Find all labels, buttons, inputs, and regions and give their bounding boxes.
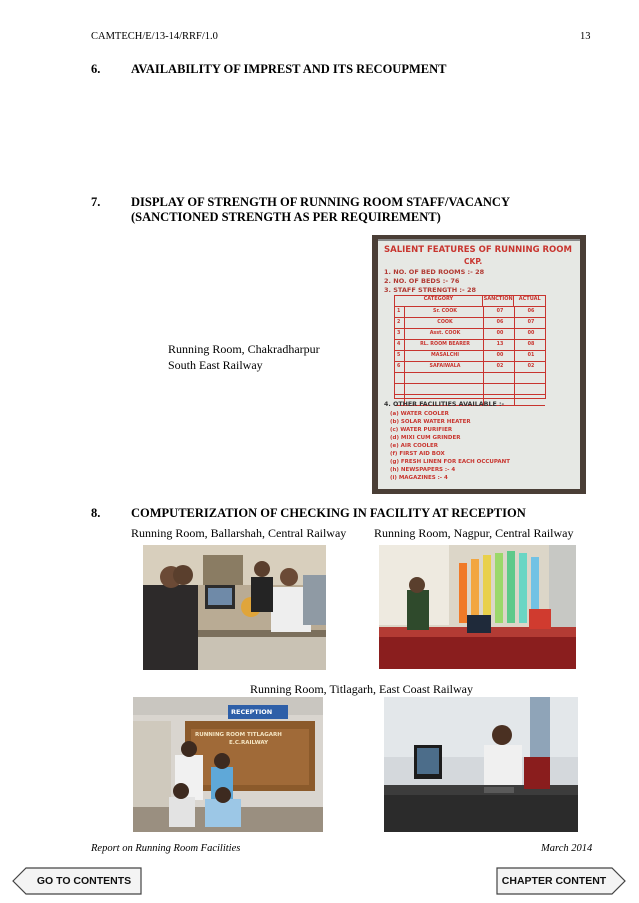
caption-chakradharpur-line2: South East Railway [168, 358, 263, 372]
board-other-facilities-title: 4. OTHER FACILITIES AVAILABLE :- [384, 401, 505, 408]
board-title: SALIENT FEATURES OF RUNNING ROOM [384, 245, 572, 255]
board-row-actual: 00 [514, 329, 545, 339]
board-row-category: SAFAIWALA [404, 362, 483, 372]
board-row-actual: 01 [514, 351, 545, 361]
section-8-title: COMPUTERIZATION OF CHECKING IN FACILITY AT RECEPTION [131, 506, 526, 520]
board-row-number: 2 [397, 320, 401, 325]
board-table-row [395, 340, 545, 351]
board-facility-item: (i) MAGAZINES :- 4 [390, 475, 448, 481]
titlagarh-board-line2: E.C.RAILWAY [229, 740, 269, 746]
caption-ballarshah: Running Room, Ballarshah, Central Railway [131, 526, 347, 540]
caption-titlagarh: Running Room, Titlagarh, East Coast Railway [250, 682, 474, 696]
titlagarh-computer-photo [384, 697, 578, 832]
board-row-number: 4 [397, 342, 401, 347]
board-row-category [404, 384, 483, 394]
ballarshah-reception-photo [143, 545, 326, 670]
board-table-row [395, 307, 545, 318]
board-row-actual: 02 [514, 362, 545, 372]
board-subtitle: CKP. [464, 257, 483, 266]
board-row-category: Asst. COOK [404, 329, 483, 339]
board-table-row [395, 318, 545, 329]
board-line-1: 1. NO. OF BED ROOMS :- 28 [384, 268, 485, 276]
board-header-sanction: SANCTION [482, 296, 514, 306]
ckp-strength-board-photo [372, 235, 586, 494]
board-facility-item: (h) NEWSPAPERS :- 4 [390, 467, 456, 473]
chapter-content-label: CHAPTER CONTENT [501, 875, 607, 887]
board-header-category: CATEGORY [423, 296, 454, 302]
caption-chakradharpur-line1: Running Room, Chakradharpur [168, 342, 320, 356]
section-7-title-line2: (SANCTIONED STRENGTH AS PER REQUIREMENT) [131, 210, 441, 224]
board-table-row [395, 329, 545, 340]
board-facility-item: (f) FIRST AID BOX [390, 451, 445, 457]
footer-date: March 2014 [541, 843, 593, 854]
board-row-sanction: 07 [483, 307, 514, 317]
board-facility-item: (e) AIR COOLER [390, 443, 439, 449]
board-row-category: MASALCHI [404, 351, 483, 361]
board-row-number: 1 [397, 309, 401, 314]
board-row-number: 5 [397, 353, 401, 358]
board-row-actual [514, 373, 545, 383]
board-staff-table [394, 295, 546, 399]
board-line-3: 3. STAFF STRENGTH :- 28 [384, 286, 477, 294]
board-row-sanction: 00 [483, 351, 514, 361]
board-row-actual: 06 [514, 307, 545, 317]
titlagarh-reception-photo [133, 697, 323, 832]
board-facility-item: (c) WATER PURIFIER [390, 427, 453, 433]
board-row-sanction [483, 373, 514, 383]
board-row-category: COOK [404, 318, 483, 328]
board-row-sanction: 00 [483, 329, 514, 339]
board-row-number [395, 384, 404, 394]
go-to-contents-label: GO TO CONTENTS [36, 875, 132, 887]
board-table-row [395, 373, 545, 384]
caption-nagpur: Running Room, Nagpur, Central Railway [374, 526, 574, 540]
board-line-2: 2. NO. OF BEDS :- 76 [384, 277, 460, 285]
board-row-category [404, 373, 483, 383]
board-row-actual [514, 384, 545, 394]
board-row-number [395, 373, 404, 383]
chapter-content-button[interactable] [496, 867, 626, 895]
board-row-category: Sr. COOK [404, 307, 483, 317]
section-7-title-line1: DISPLAY OF STRENGTH OF RUNNING ROOM STAFF/VACANCY [131, 195, 510, 209]
board-row-sanction: 13 [483, 340, 514, 350]
board-row-actual: 08 [514, 340, 545, 350]
page-number: 13 [580, 31, 591, 42]
board-facility-item: (a) WATER COOLER [390, 411, 449, 417]
titlagarh-board-line1: RUNNING ROOM TITLAGARH [195, 732, 282, 738]
board-facility-item: (g) FRESH LINEN FOR EACH OCCUPANT [390, 459, 511, 465]
section-7-number: 7. [91, 195, 101, 209]
board-row-sanction [483, 384, 514, 394]
board-table-row [395, 384, 545, 395]
board-table-row [395, 362, 545, 373]
document-code: CAMTECH/E/13-14/RRF/1.0 [91, 31, 218, 42]
board-row-actual [514, 395, 545, 405]
board-facility-item: (b) SOLAR WATER HEATER [390, 419, 471, 425]
board-row-sanction: 02 [483, 362, 514, 372]
go-to-contents-button[interactable] [12, 867, 142, 895]
section-6-number: 6. [91, 62, 101, 76]
board-row-sanction: 06 [483, 318, 514, 328]
nagpur-reception-photo [379, 545, 576, 669]
board-table-row [395, 351, 545, 362]
board-row-number: 6 [397, 364, 401, 369]
board-row-category: RL. ROOM BEARER [404, 340, 483, 350]
section-8-number: 8. [91, 506, 101, 520]
board-row-actual: 07 [514, 318, 545, 328]
board-header-actual: ACTUAL [513, 296, 545, 306]
reception-sign: RECEPTION [231, 708, 273, 716]
board-facility-item: (d) MIXI CUM GRINDER [390, 435, 461, 441]
footer-report-title: Report on Running Room Facilities [91, 843, 241, 854]
board-row-number: 3 [397, 331, 401, 336]
section-6-title: AVAILABILITY OF IMPREST AND ITS RECOUPMENT [131, 62, 447, 76]
